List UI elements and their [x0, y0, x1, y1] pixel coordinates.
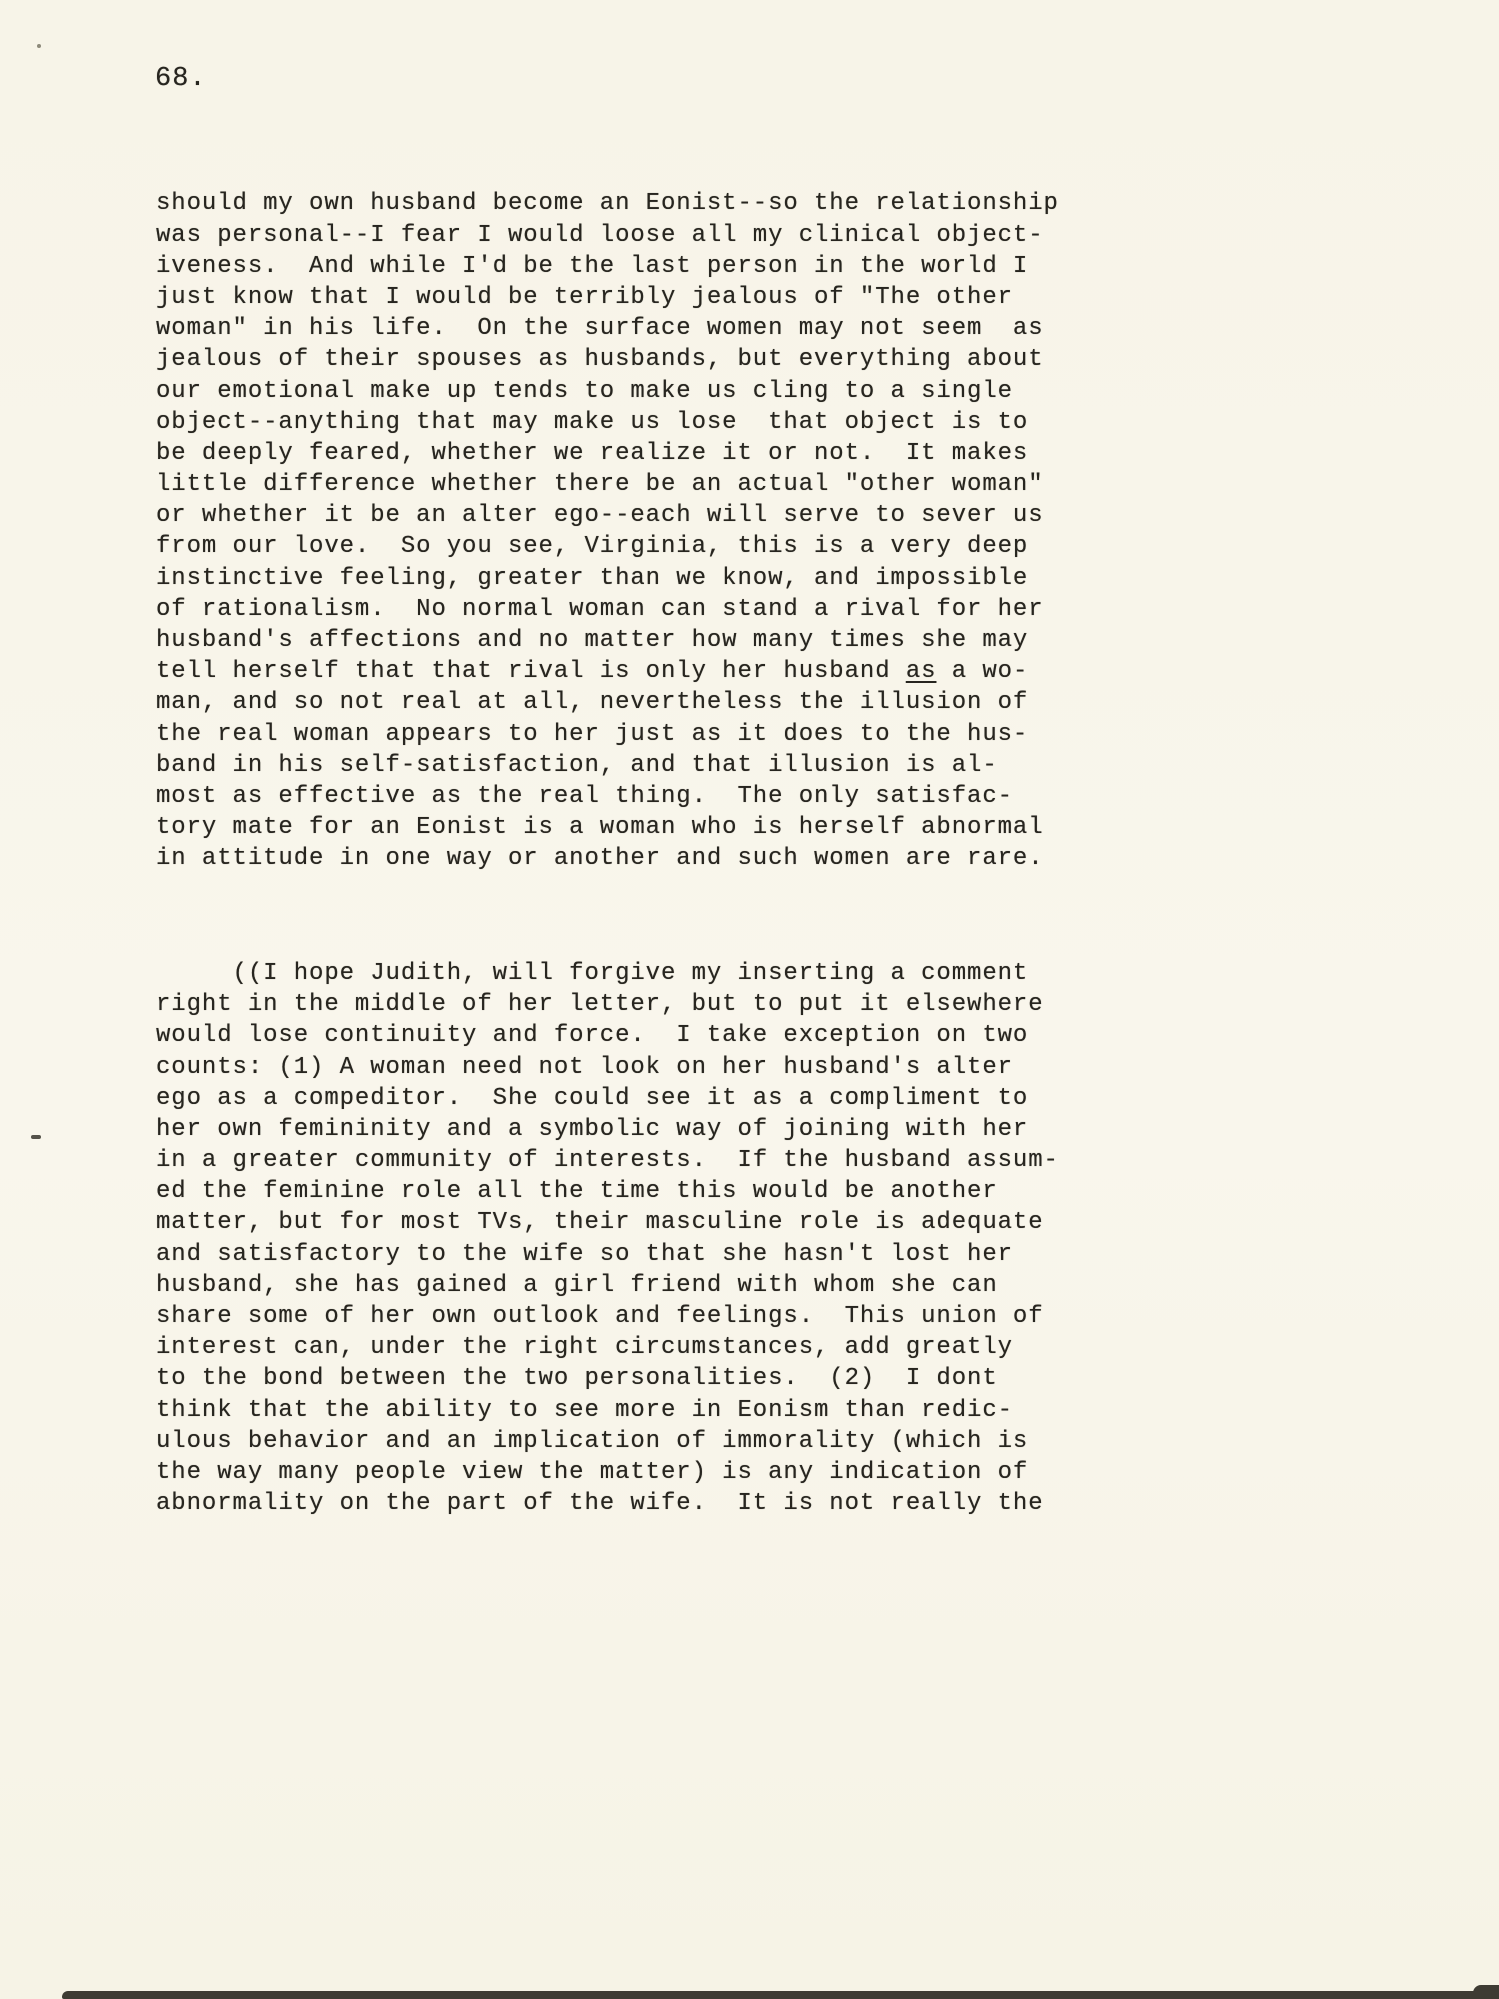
text-line: object--anything that may make us lose that object is to [156, 408, 1029, 436]
text-line: right in the middle of her letter, but to put it elsewhere [156, 991, 1044, 1019]
scan-edge-bottom [62, 1991, 1499, 1999]
text-line: be deeply feared, whether we realize it or not. It makes [156, 439, 1029, 467]
text-line: man, and so not real at all, nevertheless the illusion of [156, 689, 1029, 717]
text-line: just know that I would be terribly jealous of "The other [156, 283, 1013, 311]
text-line: woman" in his life. On the surface women may not seem as [156, 315, 1044, 343]
text-line: from our love. So you see, Virginia, this is a very deep [156, 533, 1029, 561]
text-line: tory mate for an Eonist is a woman who is herself abnormal [156, 814, 1044, 842]
text-line: interest can, under the right circumstances, add greatly [156, 1334, 1013, 1362]
text-line: was personal--I fear I would loose all my clinical object- [156, 221, 1044, 249]
scan-edge-corner [1473, 1985, 1499, 1999]
text-line: the way many people view the matter) is any indication of [156, 1458, 1029, 1486]
text-line: would lose continuity and force. I take exception on two [156, 1022, 1029, 1050]
text-line: instinctive feeling, greater than we know, and impossible [156, 564, 1029, 592]
text-line: or whether it be an alter ego--each will serve to sever us [156, 502, 1044, 530]
paragraph-2 [156, 958, 1336, 1519]
text-line: think that the ability to see more in Eonism than redic- [156, 1396, 1013, 1424]
text-line: ed the feminine role all the time this would be another [156, 1178, 998, 1206]
text-line: in attitude in one way or another and such women are rare. [156, 845, 1044, 873]
text-line: should my own husband become an Eonist--so the relationship [156, 190, 1059, 218]
text-line: husband, she has gained a girl friend with whom she can [156, 1271, 998, 1299]
text-line: of rationalism. No normal woman can stand a rival for her [156, 595, 1044, 623]
text-line: the real woman appears to her just as it does to the hus- [156, 720, 1029, 748]
text-line: ulous behavior and an implication of immorality (which is [156, 1427, 1029, 1455]
text-line: in a greater community of interests. If the husband assum- [156, 1147, 1059, 1175]
scan-artifact-dot [37, 44, 41, 48]
text-line: jealous of their spouses as husbands, but everything about [156, 346, 1044, 374]
text-line: ego as a compeditor. She could see it as a compliment to [156, 1084, 1029, 1112]
text-line: little difference whether there be an actual "other woman" [156, 471, 1044, 499]
text-line: tell herself that that rival is only her husband as a wo- [156, 658, 1029, 686]
text-line: husband's affections and no matter how many times she may [156, 627, 1029, 655]
text-line: abnormality on the part of the wife. It is not really the [156, 1490, 1044, 1518]
text-line: and satisfactory to the wife so that she hasn't lost her [156, 1240, 1013, 1268]
page-number: 68. [155, 64, 207, 94]
text-line: most as effective as the real thing. The only satisfac- [156, 782, 1013, 810]
text-line: counts: (1) A woman need not look on her husband's alter [156, 1053, 1013, 1081]
text-line: share some of her own outlook and feelings. This union of [156, 1303, 1044, 1330]
text-line: band in his self-satisfaction, and that illusion is al- [156, 751, 998, 779]
text-line: iveness. And while I'd be the last person in the world I [156, 252, 1029, 280]
text-line: to the bond between the two personalities. (2) I dont [156, 1365, 998, 1393]
text-line: her own femininity and a symbolic way of joining with her [156, 1115, 1029, 1143]
text-line: ((I hope Judith, will forgive my inserting a comment [156, 959, 1029, 987]
paragraph-1 [156, 188, 1336, 874]
scan-artifact-dash [31, 1135, 41, 1139]
page-body-text [156, 126, 1336, 1582]
text-line: our emotional make up tends to make us cling to a single [156, 377, 1013, 405]
text-line: matter, but for most TVs, their masculine role is adequate [156, 1209, 1044, 1237]
